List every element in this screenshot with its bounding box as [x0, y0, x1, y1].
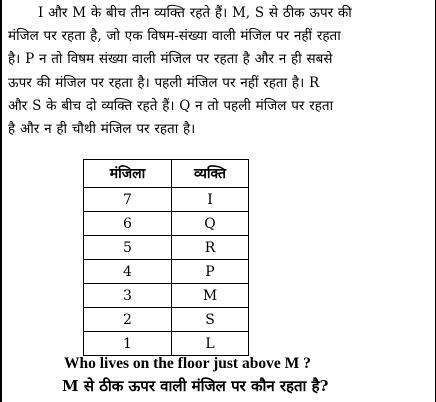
floor-cell: 4	[84, 260, 172, 284]
paragraph-line: और S के बीच दो व्यक्ति रहते हैं। Q न तो पहली मंजिल पर रहता	[8, 97, 334, 114]
person-cell: Q	[172, 212, 249, 236]
paragraph-line: है और न ही चौथी मंजिल पर रहता है।	[8, 121, 196, 138]
paragraph-line: I और M के बीच तीन व्यक्ति रहते हैं। M, S से ठीक ऊपर की	[38, 5, 352, 21]
person-cell: P	[172, 260, 249, 284]
person-cell: I	[172, 188, 249, 212]
column-header-floor: मंजिला	[84, 160, 172, 188]
table-row	[84, 332, 249, 356]
floor-cell: 2	[84, 308, 172, 332]
paragraph-line: है। P न तो विषम संख्या वाली मंजिल पर रहता है और न ही सबसे	[8, 51, 333, 68]
table-row	[84, 284, 249, 308]
table-row	[84, 188, 249, 212]
person-cell: L	[172, 332, 249, 356]
table-row	[84, 236, 249, 260]
question-hindi: M से ठीक ऊपर वाली मंजिल पर कौन रहता है?	[62, 377, 329, 395]
floor-arrangement-table	[83, 159, 249, 356]
table-header-row	[84, 160, 249, 188]
question-english: Who lives on the floor just above M ?	[64, 355, 311, 372]
person-cell: R	[172, 236, 249, 260]
paragraph-line: मंजिल पर रहता है, जो एक विषम-संख्या वाली मंजिल पर नहीं रहता	[8, 28, 341, 45]
table-row	[84, 212, 249, 236]
floor-cell: 5	[84, 236, 172, 260]
column-header-person: व्यक्ति	[172, 160, 249, 188]
floor-cell: 3	[84, 284, 172, 308]
table-row	[84, 308, 249, 332]
paragraph-line: ऊपर की मंजिल पर रहता है। पहली मंजिल पर नहीं रहता है। R	[8, 74, 320, 91]
person-cell: M	[172, 284, 249, 308]
puzzle-paragraph	[8, 2, 432, 141]
floor-cell: 1	[84, 332, 172, 356]
person-cell: S	[172, 308, 249, 332]
table-row	[84, 260, 249, 284]
floor-cell: 6	[84, 212, 172, 236]
floor-cell: 7	[84, 188, 172, 212]
